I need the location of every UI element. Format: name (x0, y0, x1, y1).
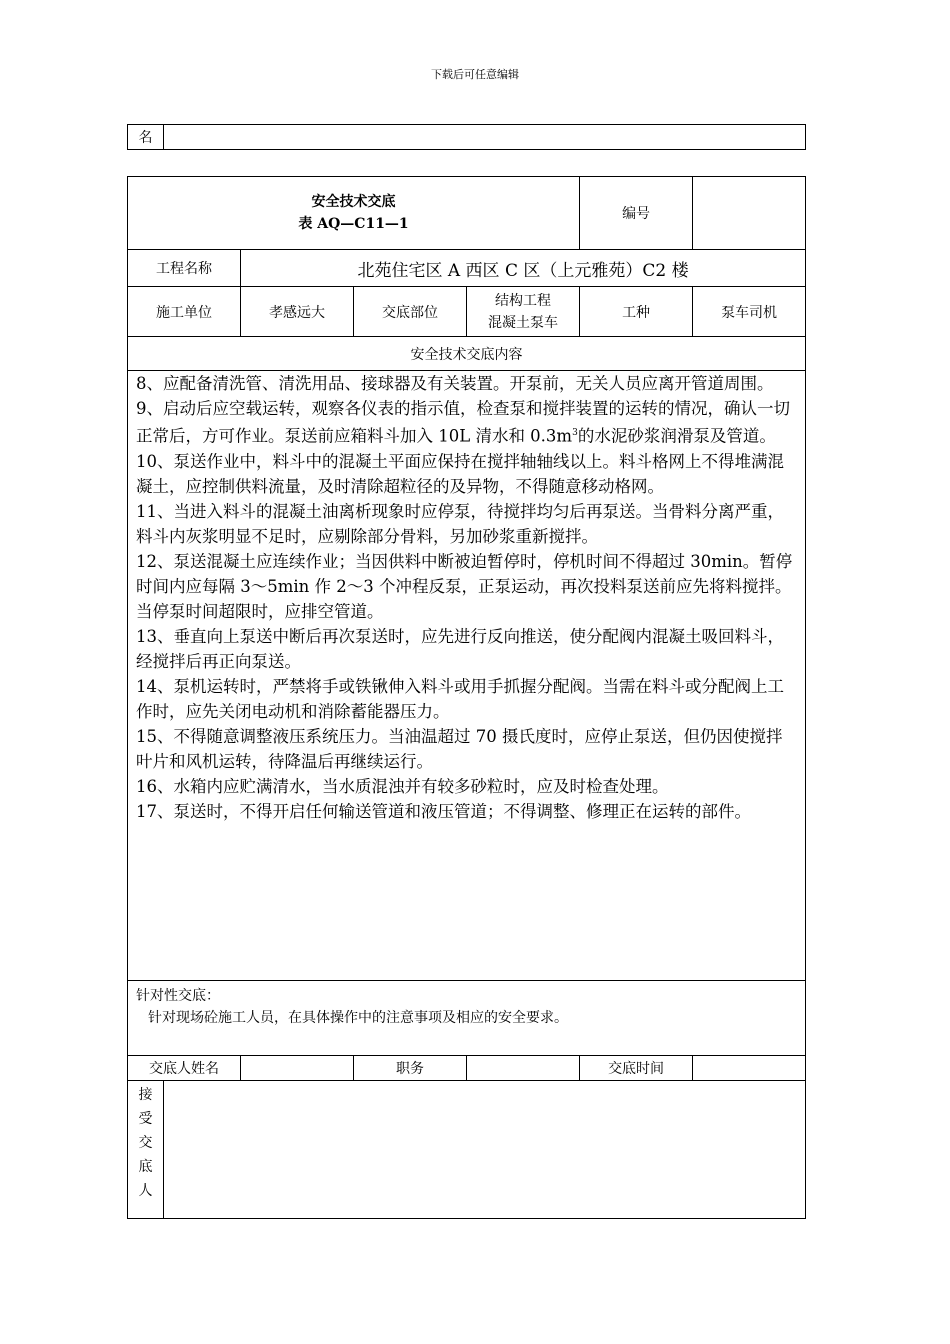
part-value-line1: 结构工程 (495, 292, 552, 309)
form-title-line2: 表 AQ—C11—1 (298, 216, 409, 232)
content-item-16: 16、水箱内应贮满清水，当水质混浊并有较多砂粒时，应及时检查处理。 (136, 776, 669, 796)
position-value[interactable] (467, 1056, 580, 1081)
unit-label: 施工单位 (128, 287, 241, 337)
discloser-label: 交底人姓名 (128, 1056, 241, 1081)
time-label: 交底时间 (580, 1056, 693, 1081)
form-title-line1: 安全技术交底 (311, 194, 396, 210)
project-value: 北苑住宅区 A 西区 C 区（上元雅苑）C2 楼 (241, 250, 806, 287)
time-value[interactable] (693, 1056, 806, 1081)
receiver-value[interactable] (164, 1081, 806, 1219)
targeted-label: 针对性交底： (136, 988, 220, 1004)
content-item-11: 11、当进入料斗的混凝土油离析现象时应停泵，待搅拌均匀后再泵送。当骨料分离严重，料斗内灰浆明显不足时，应剔除部分骨料，另加砂浆重新搅拌。 (136, 501, 784, 546)
part-value-line2: 混凝土泵车 (488, 314, 559, 331)
targeted-disclosure (128, 981, 806, 1056)
part-value (467, 287, 580, 337)
trade-value: 泵车司机 (693, 287, 806, 337)
content-item-17: 17、泵送时，不得开启任何输送管道和液压管道；不得调整、修理正在运转的部件。 (136, 801, 751, 821)
part-label: 交底部位 (354, 287, 467, 337)
number-value[interactable] (693, 177, 806, 250)
content-body (128, 371, 806, 981)
name-value[interactable] (164, 125, 806, 150)
name-label: 名 (128, 125, 164, 150)
content-item-10: 10、泵送作业中，料斗中的混凝土平面应保持在搅拌轴轴线以上。料斗格网上不得堆满混凝土，应控制供料流量，及时清除超粒径的及异物，不得随意移动格网。 (136, 451, 784, 496)
number-label: 编号 (580, 177, 693, 250)
unit-value: 孝感远大 (241, 287, 354, 337)
content-item-8: 8、应配备清洗管、清洗用品、接球器及有关装置。开泵前，无关人员应离开管道周围。 (136, 374, 774, 393)
content-header: 安全技术交底内容 (128, 337, 806, 371)
discloser-value[interactable] (241, 1056, 354, 1081)
trade-label: 工种 (580, 287, 693, 337)
content-item-12: 12、泵送混凝土应连续作业；当因供料中断被迫暂停时，停机时间不得超过 30min。暂停时间内应每隔 3～5min 作 2～3 个冲程反泵，正泵运动，再次投料泵送前应先将料搅拌。当停泵时间超限时，应排空管道。 (136, 551, 793, 621)
header-note: 下载后可任意编辑 (431, 68, 519, 81)
content-item-14: 14、泵机运转时，严禁将手或铁锹伸入料斗或用手抓握分配阀。当需在料斗或分配阀上工作时，应先关闭电动机和消除蓄能器压力。 (136, 676, 784, 721)
content-item-15: 15、不得随意调整液压系统压力。当油温超过 70 摄氏度时，应停止泵送，但仍因使搅拌叶片和风机运转，待降温后再继续运行。 (136, 726, 783, 771)
form-title (128, 177, 580, 250)
targeted-text: 针对现场砼施工人员，在具体操作中的注意事项及相应的安全要求。 (148, 1010, 568, 1026)
position-label: 职务 (354, 1056, 467, 1081)
receiver-label: 接 受 交 底 人 (128, 1081, 164, 1219)
project-label: 工程名称 (128, 250, 241, 287)
superscript-3: 3 (572, 428, 578, 438)
content-item-9: 9、启动后应空载运转，观察各仪表的指示值，检查泵和搅拌装置的运转的情况，确认一切正常后，方可作业。泵送前应箱料斗加入 10L 清水和 $0.3m^3$的水泥砂浆润滑泵及管道。 (136, 399, 790, 446)
safety-disclosure-form (127, 176, 806, 1219)
top-name-table (127, 124, 806, 150)
content-item-13: 13、垂直向上泵送中断后再次泵送时，应先进行反向推送，使分配阀内混凝土吸回料斗，经搅拌后再正向泵送。 (136, 626, 784, 671)
